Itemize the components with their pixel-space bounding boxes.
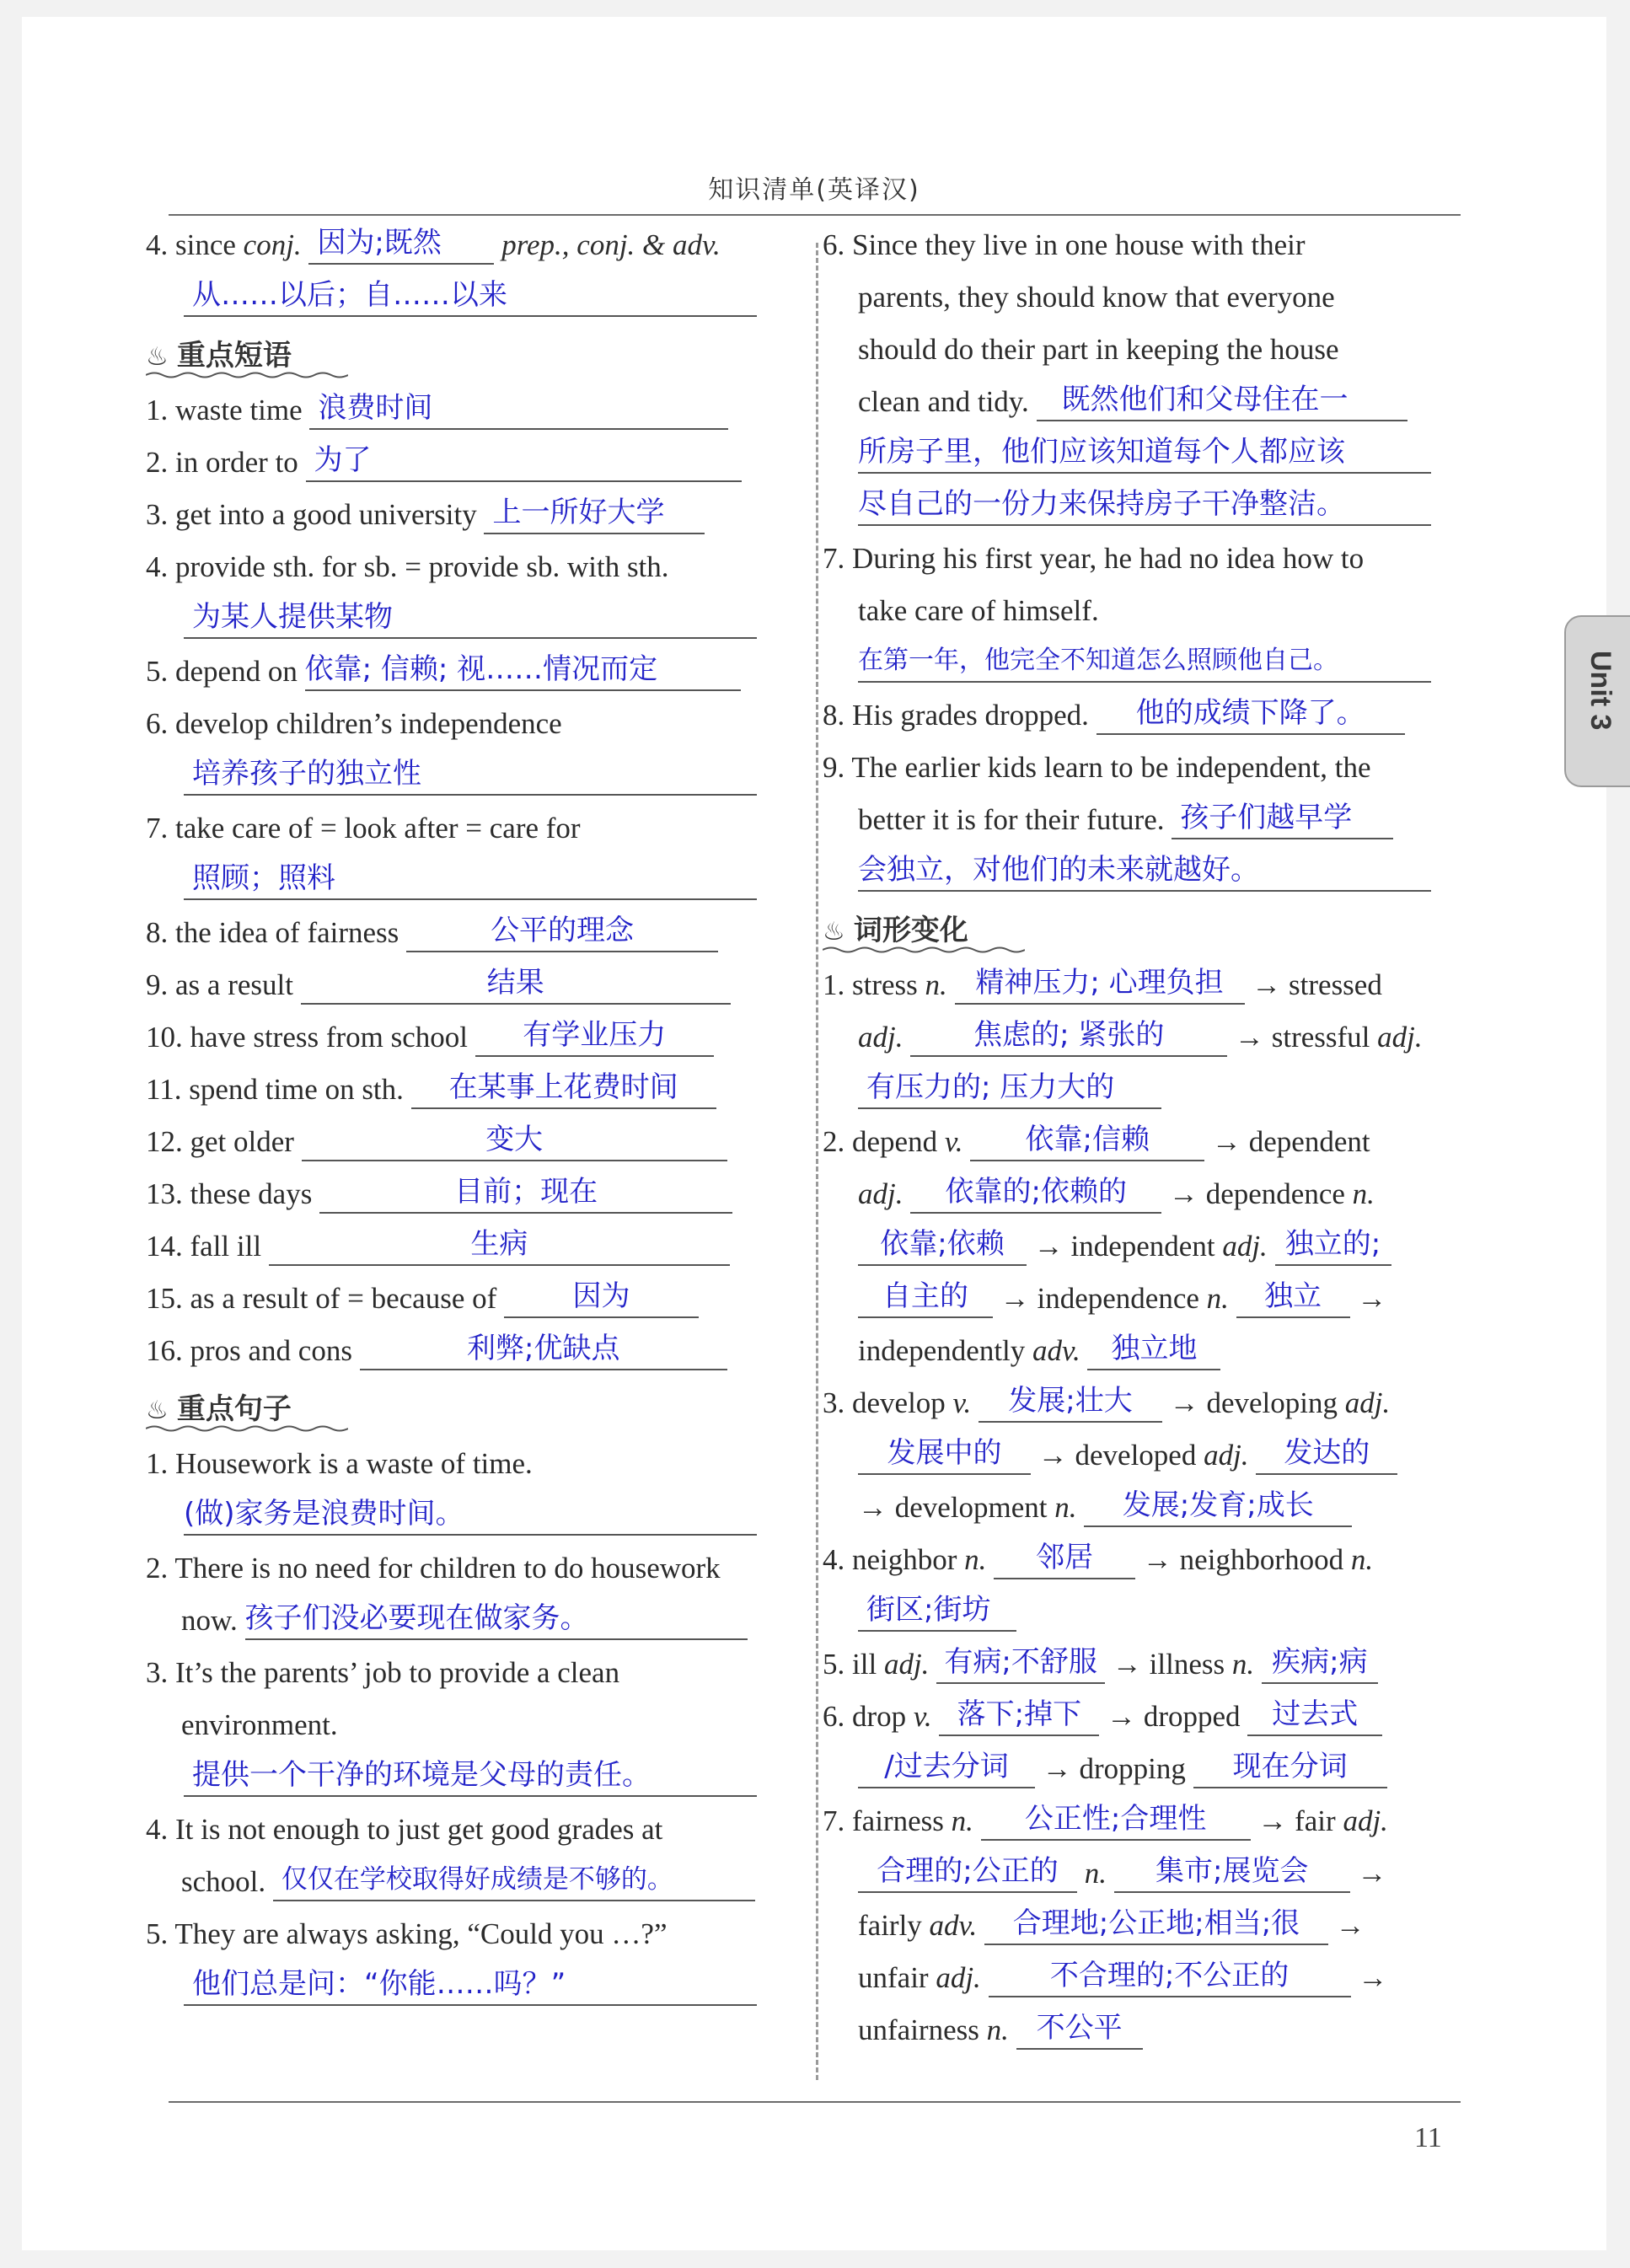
- sentence-item: 6. Since they live in one house with their: [823, 228, 1306, 261]
- sentence-item: 3. It’s the parents’ job to provide a clean: [146, 1656, 620, 1689]
- sentence-item: 7. During his first year, he had no idea how to: [823, 542, 1365, 575]
- phrase-item: 7. take care of = look after = care for: [146, 812, 581, 844]
- wavy-underline: [823, 946, 1025, 954]
- footer-divider: [169, 2101, 1461, 2103]
- steam-bullet-icon: ♨: [146, 342, 169, 372]
- sentence-item: 2. There is no need for children to do housework: [146, 1552, 721, 1584]
- phrase-item: 15. as a result of = because of 因为: [146, 1273, 759, 1325]
- wavy-underline: [146, 371, 348, 379]
- word-form-item: 3. develop v. 发展;壮大 → developing adj.: [823, 1377, 1441, 1429]
- sentence-item: 1. Housework is a waste of time.: [146, 1447, 533, 1480]
- word-form-item: 4. neighbor n. 邻居 → neighborhood n.: [823, 1534, 1441, 1586]
- vocab-item-since: 4. since conj. 因为;既然 prep., conj. & adv.: [146, 219, 759, 271]
- phrase-item: 10. have stress from school 有学业压力: [146, 1011, 759, 1064]
- unit-tab: [1564, 615, 1630, 787]
- header-divider: [169, 214, 1461, 216]
- right-column: 6. Since they live in one house with their parents, they should know that everyone should do their part in keeping the house clean and tidy. 既然他们和父母住在一 所房子里，他们应该知道每个人都应该 尽自己的一份力来保持房子干净整洁。 7. During his first year, he had no idea how to take care of himself. 在第一年，他完全不知道怎么照顾他自己。 8. His grades dropped. 他的成绩下降了。 9. The earlier kids learn to be independent, the better it is for their future. 孩子们越早学 会独立，对他们的未来就越好。 ♨ 词形变化 1. stress n. 精神压力; 心理负担 → stressed adj. 焦虑的; 紧张的 → stressful adj. 有压力的; 压力大的 2. depend v. 依靠;信赖 → dependent adj. 依靠的;依赖的 → dependence n. 依靠;依赖 → independent adj. 独立的; 自主的 → independence n. 独立 → independently adv. 独立地 3. develop v. 发展;壮大 → developing adj. 发展中的 → developed adj. 发达的 → development n. 发展;发育;成长 4. neighbor n. 邻居 → neighborhood n. 街区;街坊 5. ill adj. 有病;不舒服 → illness n. 疾病;病 6. drop v. 落下;掉下 → dropped 过去式 /过去分词 → dropping 现在分词 7. fairness n. 公正性;合理性 → fair adj. 合理的;公正的 n. 集市;展览会 → fairly adv. 合理地;公正地;相当;很 → unfair adj. 不合理的;不公正的 → unfairness n. 不公平: [823, 219, 1441, 2056]
- word-form-item: 2. depend v. 依靠;信赖 → dependent: [823, 1116, 1441, 1168]
- sentence-item: 8. His grades dropped. 他的成绩下降了。: [823, 689, 1441, 742]
- section-heading-sentences: ♨ 重点句子: [146, 1381, 759, 1438]
- phrase-item: 13. these days 目前；现在: [146, 1168, 759, 1220]
- phrase-item: 1. waste time 浪费时间: [146, 384, 759, 437]
- phrase-item: 8. the idea of fairness 公平的理念: [146, 907, 759, 959]
- answer-blank: 从……以后；自……以来: [184, 271, 757, 317]
- phrase-item: 6. develop children’s independence: [146, 707, 562, 740]
- page-title: 知识清单(英译汉): [708, 175, 920, 205]
- phrase-item: 3. get into a good university 上一所好大学: [146, 489, 759, 541]
- phrase-item: 11. spend time on sth. 在某事上花费时间: [146, 1064, 759, 1116]
- sentence-item: 5. They are always asking, “Could you …?”: [146, 1917, 668, 1950]
- word-form-item: 6. drop v. 落下;掉下 → dropped 过去式: [823, 1691, 1441, 1743]
- section-heading-phrases: ♨ 重点短语: [146, 327, 759, 384]
- unit-tab-label: Unit 3: [1584, 651, 1617, 731]
- sentence-item: 9. The earlier kids learn to be independent, the: [823, 751, 1371, 784]
- wavy-underline: [146, 1424, 348, 1433]
- word-form-item: 7. fairness n. 公正性;合理性 → fair adj.: [823, 1795, 1441, 1847]
- phrase-item: 9. as a result 结果: [146, 959, 759, 1011]
- phrase-item: 14. fall ill 生病: [146, 1220, 759, 1273]
- steam-bullet-icon: ♨: [823, 917, 845, 946]
- phrase-item: 5. depend on 依靠; 信赖; 视……情况而定: [146, 646, 759, 698]
- left-column: 4. since conj. 因为;既然 prep., conj. & adv. 从……以后；自……以来 ♨ 重点短语 1. waste time 浪费时间 2. in order to 为了 3. get into a good university 上一所好大学 4. provide sth. for sb. = provide sb. with sth. 为某人提供某物 5. depend on 依靠; 信赖; 视……情况而定 6. develop children’s independence 培养孩子的独立性 7. take care of = look after = care for 照顾；照料 8. the idea of fairness 公平的理念 9. as a result 结果 10. have stress from school 有学业压力 11. spend time on sth. 在某事上花费时间 12. get older 变大 13. these days 目前；现在 14. fall ill 生病 15. as a result of = because of 因为 16. pros and cons 利弊;优缺点 ♨ 重点句子 1. Housework is a waste of time. (做)家务是浪费时间。 2. There is no need for children to do housework now. 孩子们没必要现在做家务。 3. It’s the parents’ job to provide a clean environment. 提供一个干净的环境是父母的责任。 4. It is not enough to just get good grades at school. 仅仅在学校取得好成绩是不够的。 5. They are always asking, “Could you …?” 他们总是问：“你能……吗？”: [146, 219, 759, 2013]
- answer-blank: 因为;既然: [308, 219, 494, 265]
- phrase-item: 12. get older 变大: [146, 1116, 759, 1168]
- section-heading-word-forms: ♨ 词形变化: [823, 902, 1441, 959]
- word-form-item: 1. stress n. 精神压力; 心理负担 → stressed: [823, 959, 1441, 1011]
- steam-bullet-icon: ♨: [146, 1396, 169, 1425]
- phrase-item: 2. in order to 为了: [146, 437, 759, 489]
- word-form-item: 5. ill adj. 有病;不舒服 → illness n. 疾病;病: [823, 1638, 1441, 1691]
- sentence-item: 4. It is not enough to just get good grades at: [146, 1813, 663, 1846]
- phrase-item: 16. pros and cons 利弊;优缺点: [146, 1325, 759, 1377]
- column-divider: [816, 243, 818, 2080]
- page-number: 11: [1414, 2122, 1442, 2153]
- phrase-item: 4. provide sth. for sb. = provide sb. with sth.: [146, 550, 669, 583]
